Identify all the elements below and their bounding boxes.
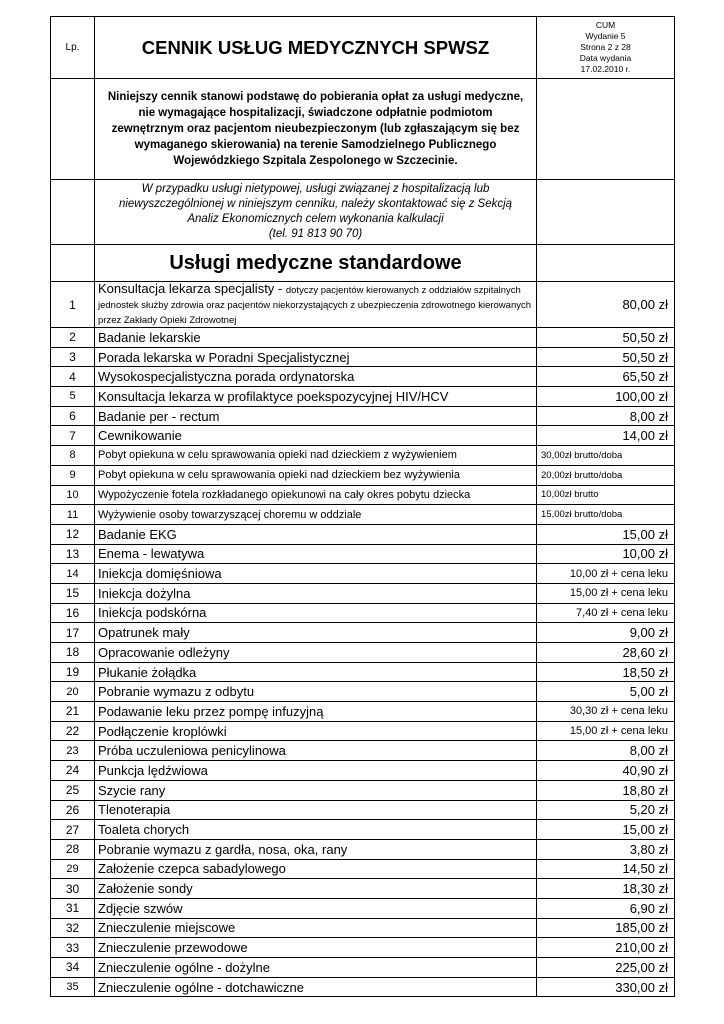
item-name: Badanie per - rectum <box>95 406 537 426</box>
item-name: Płukanie żołądka <box>95 662 537 682</box>
item-name: Iniekcja domięśniowa <box>95 564 537 584</box>
item-name: Znieczulenie ogólne - dotchawiczne <box>95 977 537 997</box>
item-price: 100,00 zł <box>537 387 675 407</box>
item-name: Szycie rany <box>95 780 537 800</box>
table-row <box>51 702 675 722</box>
item-price: 9,00 zł <box>537 623 675 643</box>
price-list-page <box>50 16 674 997</box>
note-row <box>51 180 675 245</box>
item-price: 14,50 zł <box>537 859 675 879</box>
item-number: 27 <box>51 820 95 840</box>
meta-date: 17.02.2010 r. <box>580 64 631 74</box>
meta-page: Strona 2 z 28 <box>580 42 631 52</box>
item-number: 21 <box>51 702 95 722</box>
item-price: 10,00 zł <box>537 544 675 564</box>
table-row <box>51 958 675 978</box>
item-name: Próba uczuleniowa penicylinowa <box>95 741 537 761</box>
table-row <box>51 820 675 840</box>
table-row <box>51 741 675 761</box>
table-row <box>51 623 675 643</box>
item-name: Cewnikowanie <box>95 426 537 446</box>
intro-row <box>51 79 675 180</box>
item-number: 25 <box>51 780 95 800</box>
item-price: 8,00 zł <box>537 741 675 761</box>
table-row <box>51 721 675 741</box>
item-number: 32 <box>51 918 95 938</box>
item-number: 17 <box>51 623 95 643</box>
item-name: Pobyt opiekuna w celu sprawowania opieki nad dzieckiem bez wyżywienia <box>95 465 537 485</box>
price-list-table <box>50 16 675 997</box>
meta-edition: Wydanie 5 <box>585 31 626 41</box>
table-row <box>51 977 675 997</box>
table-row <box>51 544 675 564</box>
item-number: 6 <box>51 406 95 426</box>
item-number: 15 <box>51 583 95 603</box>
item-name: Wysokospecjalistyczna porada ordynatorska <box>95 367 537 387</box>
item-price: 14,00 zł <box>537 426 675 446</box>
item-price: 80,00 zł <box>537 282 675 328</box>
item-price: 30,00zł brutto/doba <box>537 446 675 466</box>
item-price: 18,50 zł <box>537 662 675 682</box>
item-number: 22 <box>51 721 95 741</box>
item-name: Podawanie leku przez pompę infuzyjną <box>95 702 537 722</box>
item-number: 19 <box>51 662 95 682</box>
item-name: Badanie lekarskie <box>95 328 537 348</box>
item-name: Znieczulenie ogólne - dożylne <box>95 958 537 978</box>
item-name: Punkcja lędźwiowa <box>95 761 537 781</box>
item-number: 14 <box>51 564 95 584</box>
table-row <box>51 505 675 525</box>
empty-cell <box>537 79 675 180</box>
table-row <box>51 603 675 623</box>
item-price: 225,00 zł <box>537 958 675 978</box>
item-price: 185,00 zł <box>537 918 675 938</box>
item-number: 13 <box>51 544 95 564</box>
item-name: Pobyt opiekuna w celu sprawowania opieki nad dzieckiem z wyżywieniem <box>95 446 537 466</box>
meta-date-label: Data wydania <box>579 53 632 63</box>
item-number: 12 <box>51 524 95 544</box>
item-price: 40,90 zł <box>537 761 675 781</box>
note-text <box>95 180 537 245</box>
table-row <box>51 682 675 702</box>
table-row <box>51 282 675 328</box>
empty-cell <box>51 245 95 282</box>
table-row <box>51 347 675 367</box>
item-name: Iniekcja dożylna <box>95 583 537 603</box>
item-number: 1 <box>51 282 95 328</box>
item-price: 3,80 zł <box>537 839 675 859</box>
item-number: 33 <box>51 938 95 958</box>
item-name: Zdjęcie szwów <box>95 898 537 918</box>
item-number: 10 <box>51 485 95 505</box>
item-price: 330,00 zł <box>537 977 675 997</box>
item-number: 9 <box>51 465 95 485</box>
item-name: Znieczulenie miejscowe <box>95 918 537 938</box>
item-number: 8 <box>51 446 95 466</box>
empty-cell <box>537 245 675 282</box>
section-title: Usługi medyczne standardowe <box>95 245 537 282</box>
table-row <box>51 406 675 426</box>
meta-code: CUM <box>595 20 616 30</box>
item-price: 18,80 zł <box>537 780 675 800</box>
item-name: Pobranie wymazu z odbytu <box>95 682 537 702</box>
table-row <box>51 446 675 466</box>
item-price: 65,50 zł <box>537 367 675 387</box>
item-name: Pobranie wymazu z gardła, nosa, oka, rany <box>95 839 537 859</box>
item-price: 10,00 zł + cena leku <box>537 564 675 584</box>
item-price: 10,00zł brutto <box>537 485 675 505</box>
item-number: 16 <box>51 603 95 623</box>
item-price: 15,00 zł + cena leku <box>537 721 675 741</box>
item-number: 28 <box>51 839 95 859</box>
item-name: Opatrunek mały <box>95 623 537 643</box>
table-row <box>51 938 675 958</box>
table-row <box>51 662 675 682</box>
table-row <box>51 583 675 603</box>
item-name: Wypożyczenie fotela rozkładanego opiekunowi na cały okres pobytu dziecka <box>95 485 537 505</box>
empty-cell <box>51 180 95 245</box>
table-row <box>51 761 675 781</box>
item-number: 29 <box>51 859 95 879</box>
item-number: 23 <box>51 741 95 761</box>
document-title: CENNIK USŁUG MEDYCZNYCH SPWSZ <box>95 17 537 79</box>
item-price: 15,00zł brutto/doba <box>537 505 675 525</box>
item-number: 26 <box>51 800 95 820</box>
note-phone: (tel. 91 813 90 70) <box>268 228 363 240</box>
table-row <box>51 898 675 918</box>
empty-cell <box>537 180 675 245</box>
document-meta <box>537 17 675 79</box>
item-name: Konsultacja lekarza w profilaktyce poekspozycyjnej HIV/HCV <box>95 387 537 407</box>
table-row <box>51 524 675 544</box>
item-name: Założenie sondy <box>95 879 537 899</box>
item-price: 20,00zł brutto/doba <box>537 465 675 485</box>
item-price: 50,50 zł <box>537 347 675 367</box>
item-name: Enema - lewatywa <box>95 544 537 564</box>
item-price: 15,00 zł <box>537 820 675 840</box>
table-row <box>51 879 675 899</box>
item-number: 35 <box>51 977 95 997</box>
section-row <box>51 245 675 282</box>
item-number: 31 <box>51 898 95 918</box>
item-price: 18,30 zł <box>537 879 675 899</box>
table-row <box>51 367 675 387</box>
item-name: Badanie EKG <box>95 524 537 544</box>
item-price: 15,00 zł + cena leku <box>537 583 675 603</box>
lp-column-header: Lp. <box>51 17 95 79</box>
table-row <box>51 918 675 938</box>
table-row <box>51 839 675 859</box>
item-price: 8,00 zł <box>537 406 675 426</box>
item-name: Iniekcja podskórna <box>95 603 537 623</box>
item-price: 210,00 zł <box>537 938 675 958</box>
item-number: 20 <box>51 682 95 702</box>
item-price: 6,90 zł <box>537 898 675 918</box>
item-number: 18 <box>51 643 95 663</box>
item-name: Porada lekarska w Poradni Specjalistycznej <box>95 347 537 367</box>
item-name: Opracowanie odleżyny <box>95 643 537 663</box>
item-price: 15,00 zł <box>537 524 675 544</box>
item-number: 2 <box>51 328 95 348</box>
table-row <box>51 643 675 663</box>
item-price: 7,40 zł + cena leku <box>537 603 675 623</box>
item-name-main: Konsultacja lekarza specjalisty - <box>98 281 286 296</box>
intro-text: Niniejszy cennik stanowi podstawę do pobierania opłat za usługi medyczne, nie wymagające hospitalizacji, świadczone odpłatnie podmiotom zewnętrznym oraz pacjentom nieubezpieczonym (lub zgłaszającym się bez wymaganego skierowania) na terenie Samodzielnego Publicznego Wojewódzkiego Szpitala Zespolonego w Szczecinie. <box>95 79 537 180</box>
item-price: 28,60 zł <box>537 643 675 663</box>
item-price: 5,00 zł <box>537 682 675 702</box>
table-row <box>51 780 675 800</box>
item-number: 3 <box>51 347 95 367</box>
empty-cell <box>51 79 95 180</box>
item-name <box>95 282 537 328</box>
table-row <box>51 800 675 820</box>
table-row <box>51 859 675 879</box>
item-name: Założenie czepca sabadylowego <box>95 859 537 879</box>
item-name: Toaleta chorych <box>95 820 537 840</box>
item-name: Znieczulenie przewodowe <box>95 938 537 958</box>
item-name-detail: dotyczy pacjentów kierowanych z oddziałów szpitalnych jednostek służby zdrowia oraz pacjentów niekorzystających z ubezpieczenia zdrowotnego kierowanych przez Zakłady Opieki Zdrowotnej <box>98 285 532 326</box>
item-number: 34 <box>51 958 95 978</box>
item-number: 24 <box>51 761 95 781</box>
item-price: 30,30 zł + cena leku <box>537 702 675 722</box>
item-name: Tlenoterapia <box>95 800 537 820</box>
header-row <box>51 17 675 79</box>
table-row <box>51 564 675 584</box>
table-row <box>51 485 675 505</box>
item-number: 7 <box>51 426 95 446</box>
item-price: 5,20 zł <box>537 800 675 820</box>
item-number: 30 <box>51 879 95 899</box>
table-row <box>51 426 675 446</box>
item-number: 4 <box>51 367 95 387</box>
item-price: 50,50 zł <box>537 328 675 348</box>
item-name: Podłączenie kroplówki <box>95 721 537 741</box>
item-number: 11 <box>51 505 95 525</box>
table-row <box>51 465 675 485</box>
item-number: 5 <box>51 387 95 407</box>
note-line: W przypadku usługi nietypowej, usługi związanej z hospitalizacją lub niewyszczególnionej w niniejszym cenniku, należy skontaktować się z Sekcją Analiz Ekonomicznych celem wykonania kalkulacji <box>118 183 513 225</box>
table-row <box>51 328 675 348</box>
table-row <box>51 387 675 407</box>
item-name: Wyżywienie osoby towarzyszącej choremu w oddziale <box>95 505 537 525</box>
